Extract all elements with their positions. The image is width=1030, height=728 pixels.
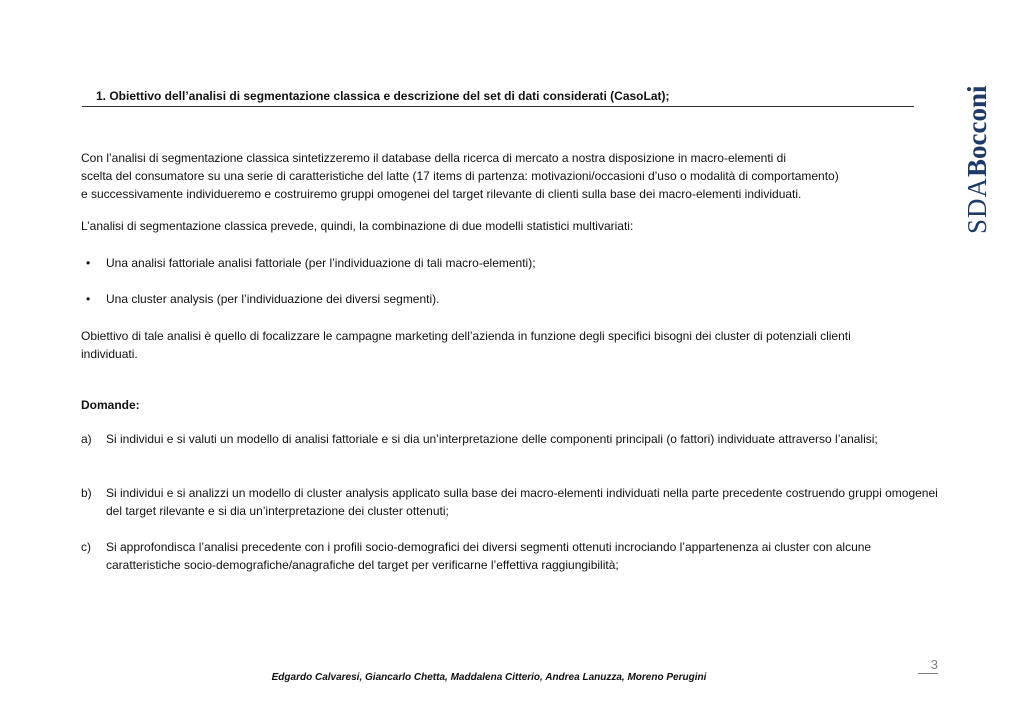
bullet-text: Una analisi fattoriale analisi fattoriale (per l’individuazione di tali macro-elementi);: [106, 256, 536, 270]
section-heading: 1. Obiettivo dell’analisi di segmentazione classica e descrizione del set di dati considerati (CasoLat);: [96, 89, 670, 103]
question-marker: b): [81, 486, 92, 500]
question-text: Si individui e si analizzi un modello di cluster analysis applicato sulla base dei macro-elementi individuati nella parte precedente costruendo gruppi omogenei del target rilevante e si dia un’interpretazione dei cluster ottenuti;: [106, 486, 938, 518]
objective-line-2: individuati.: [81, 347, 138, 361]
intro-paragraph: [81, 149, 951, 203]
bullet-item: [81, 290, 951, 308]
authors-text: Edgardo Calvaresi, Giancarlo Chetta, Maddalena Citterio, Andrea Lanuzza, Moreno Perugini: [271, 672, 707, 683]
question-item: [81, 484, 951, 520]
sda-bocconi-logo: [962, 48, 992, 234]
bullet-text: Una cluster analysis (per l’individuazione dei diversi segmenti).: [106, 292, 440, 306]
footer-authors: [0, 671, 1030, 685]
questions-title: Domande:: [81, 398, 140, 412]
question-text: Si approfondisca l’analisi precedente con i profili socio-demografici dei diversi segmenti ottenuti incrociando l’appartenenza ai cluster con alcune caratteristiche socio-demografiche/anagrafiche del target per verificarne l’effettiva raggiungibilità;: [106, 540, 872, 572]
heading-underline: [82, 106, 914, 107]
intro-line-3: e successivamente individueremo e costruiremo gruppi omogenei del target rilevante di clienti sulla base dei macro-elementi individuati.: [81, 187, 802, 201]
question-marker: a): [81, 432, 92, 446]
method-paragraph: L’analisi di segmentazione classica prevede, quindi, la combinazione di due modelli statistici multivariati:: [81, 219, 634, 233]
intro-line-2: scelta del consumatore su una serie di caratteristiche del latte (17 items di partenza: motivazioni/occasioni d’uso o modalità di comportamento): [81, 169, 839, 183]
objective-paragraph: [81, 327, 951, 363]
bullet-mark: •: [86, 256, 91, 270]
question-item: [81, 430, 951, 466]
objective-line-1: Obiettivo di tale analisi è quello di focalizzare le campagne marketing dell’azienda in funzione degli specifici bisogni dei cluster di potenziali clienti: [81, 329, 851, 343]
question-text: Si individui e si valuti un modello di analisi fattoriale e si dia un’interpretazione delle componenti principali (o fattori) individuate attraverso l’analisi;: [106, 432, 878, 446]
question-item: [81, 538, 951, 574]
logo-name: Bocconi: [962, 85, 992, 177]
page-number: 3: [930, 657, 938, 672]
logo-prefix: SDA: [962, 176, 992, 234]
bullet-mark: •: [86, 292, 91, 306]
question-marker: c): [81, 540, 91, 554]
bullet-item: [81, 254, 951, 272]
intro-line-1: Con l’analisi di segmentazione classica sintetizzeremo il database della ricerca di mercato a nostra disposizione in macro-elementi di: [81, 151, 787, 165]
